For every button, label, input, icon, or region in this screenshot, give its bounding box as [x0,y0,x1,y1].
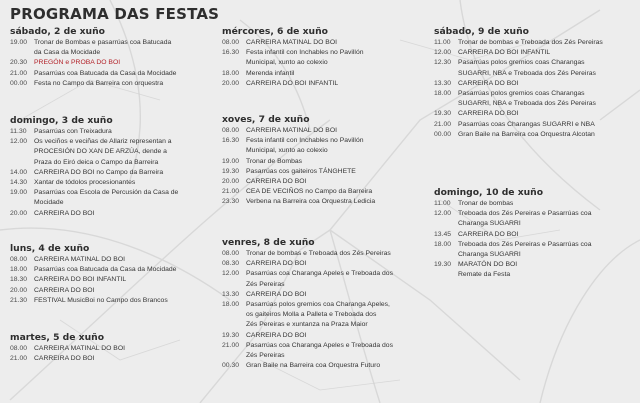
event-description [34,58,120,68]
event-row [222,269,393,289]
event-description [34,188,178,208]
event-row [222,79,364,89]
event-row [434,48,603,58]
event-row [10,188,178,208]
event-line: CARREIRA DO BOI no Campo da Barreira [34,168,164,176]
event-line: Charanga SUGARRI [458,251,521,259]
event-time: 20.00 [10,286,28,294]
event-row [434,209,592,229]
event-description [458,38,603,48]
event-row [10,344,125,354]
event-row [434,79,603,89]
event-line: PREGÓN e PROBA DO BOI [34,59,121,67]
event-line: Charanga SUGARRI [458,220,521,228]
event-row [434,230,592,240]
event-description [458,209,592,229]
event-time: 19.00 [10,39,28,46]
event-row [222,177,375,187]
event-row [434,260,592,270]
event-description [458,240,592,260]
event-line: CARREIRA DO BOI [246,331,307,339]
event-description [246,157,302,167]
event-description [246,341,393,361]
event-description [458,260,517,270]
event-time: 08.00 [10,345,28,352]
event-row [222,249,393,259]
event-description [458,199,513,209]
event-row [10,69,176,79]
event-line: FESTIVAL MusicBoi no Campo dos Brancos [34,296,168,304]
event-description [34,79,163,89]
event-time: 14.00 [10,168,28,176]
event-row [222,361,393,371]
event-time: 19.30 [434,110,452,118]
event-description [34,286,94,296]
event-description [246,290,306,300]
event-line: Festa infantil con Inchables no Pavillón [246,49,364,57]
event-time: 21.00 [10,69,28,77]
event-description [246,48,364,68]
event-row [222,259,393,269]
event-row [10,137,178,168]
day-heading: mércores, 6 de xuño [222,26,328,37]
event-row [10,58,176,68]
event-line: MARATÓN DO BOI [458,261,518,269]
event-row [10,296,176,306]
event-time: 11.00 [434,200,451,207]
event-description [246,126,337,136]
event-row [222,167,375,177]
event-description [458,130,595,140]
event-line: Pasarrúas coa Batucada da Casa da Mocidade [34,266,177,274]
event-time: 20.00 [222,178,240,186]
event-line: CARREIRA MATINAL DO BOI [246,127,338,134]
event-line: Pasarrúas con Treixadura [34,128,112,135]
event-line: Pasarrúas coa Charanga Apeles e Treboada dos [246,270,393,278]
event-line: Gran Baile na Barreira coa Orquestra Alcotan [458,130,595,138]
event-line: SUGARRI, NBA e Treboada dos Zés Pereiras [458,100,596,108]
event-line: Merenda infantil [246,69,295,77]
event-row [222,300,393,331]
event-row [434,120,603,130]
event-time: 19.30 [434,261,452,269]
event-line: CARREIRA DO BOI [458,79,519,87]
event-description [246,187,372,197]
event-row [10,255,176,265]
event-line: Verbena na Barreira coa Orquestra Ledicia [246,198,376,206]
event-row [10,354,125,364]
event-description [458,109,518,119]
event-line: CARREIRA DO BOI [246,290,307,298]
event-description [34,265,176,275]
event-row [222,341,393,361]
event-row [10,275,176,285]
event-description [34,209,94,219]
day-block [10,332,125,364]
event-line: CEA DE VECIÑOS no Campo da Barreira [246,188,373,196]
day-heading: venres, 8 de xuño [222,237,315,248]
day-block [434,187,592,281]
event-line: Pasarrúas cos gaiteiros TÁNGHETE [246,167,356,175]
event-row [434,240,592,260]
event-row [10,209,178,219]
event-time: 20.30 [10,59,28,67]
event-time: 18.00 [222,69,240,77]
event-row [222,187,375,197]
event-description [34,344,125,354]
event-line: Zés Pereiras [246,280,285,288]
event-line: Os veciños e veciñas de Allariz representan a [34,138,172,146]
day-heading: luns, 4 de xuño [10,243,90,254]
event-description [458,79,518,89]
event-time: 00.30 [222,362,240,370]
event-description [246,79,338,89]
event-row [434,38,603,48]
event-row [10,79,176,89]
event-time: 11.30 [10,128,27,135]
event-time: 12.00 [10,138,28,146]
event-description [246,249,391,259]
day-heading: martes, 5 de xuño [10,332,105,343]
event-description [34,127,112,137]
event-line: CARREIRA DO BOI [246,178,307,186]
event-description [458,89,596,109]
event-time: 21.00 [222,188,240,196]
day-block [434,26,603,140]
event-line: Treboada dos Zés Pereiras e Pasarrúas coa [458,210,592,218]
event-line: CARREIRA MATINAL DO BOI [34,256,126,263]
event-description [246,259,306,269]
event-time: 19.30 [222,167,240,175]
event-description [246,331,306,341]
event-line: Festa infantil con Inchables no Pavillón [246,137,364,145]
event-row [10,38,176,58]
event-time: 23.30 [222,198,240,206]
event-line: Tronar de Bombas [246,157,303,165]
event-line: Praza do Eiró deica o Campo da Barreira [34,158,159,166]
event-time: 20.00 [222,79,240,87]
event-line: Mocidade [34,199,64,207]
event-time: 20.00 [10,209,28,217]
event-time: 21.00 [222,341,240,349]
event-row [434,270,592,280]
event-description [458,58,596,78]
event-line: CARREIRA DO BOI [34,355,95,363]
event-row [222,48,364,68]
event-description [246,197,375,207]
event-description [246,69,294,79]
event-line: CARREIRA DO BOI [458,110,519,118]
day-heading: sábado, 2 de xuño [10,26,105,37]
event-row [222,69,364,79]
event-time: 13.30 [222,290,240,298]
event-row [434,109,603,119]
event-description [458,48,550,58]
event-line: CARREIRA MATINAL DO BOI [246,39,338,46]
event-description [246,269,393,289]
event-line: Pasarrúas polos gremios coas Charangas [458,90,585,98]
event-time: 19.00 [222,157,240,165]
event-description [34,178,135,188]
event-line: CARREIRA MATINAL DO BOI [34,345,126,352]
event-row [222,136,375,156]
event-line: da Casa da Mocidade [34,49,101,57]
event-row [222,126,375,136]
event-line: Pasarrúas polos gremios coas Charangas [458,59,585,67]
event-line: Tronar de bombas e Treboada dos Zés Pereiras [246,250,391,257]
event-row [222,331,393,341]
event-time: 08.30 [222,260,240,268]
event-time: 18.00 [434,90,452,98]
event-description [34,255,125,265]
day-block [10,26,176,89]
event-time: 18.00 [10,266,28,274]
event-line: Pasarrúas polos gremios coa Charanga Apeles, [246,301,390,309]
event-time: 08.00 [222,39,240,46]
event-time: 18.00 [434,240,452,248]
event-description [34,38,171,58]
event-description [34,69,176,79]
event-description [246,136,364,156]
event-description [246,38,337,48]
event-row [10,127,178,137]
event-line: Zés Pereiras e xuntanza na Praza Maior [246,321,368,329]
day-block [10,115,178,219]
event-row [10,178,178,188]
event-line: CARREIRA DO BOI [246,260,307,268]
event-time: 16.30 [222,137,240,145]
event-row [222,157,375,167]
event-row [434,58,603,78]
event-time: 00.00 [10,79,28,87]
event-description [458,230,518,240]
day-block [222,237,393,371]
event-line: Tronar de Bombas e pasarrúas coa Batucada [34,39,172,46]
event-row [222,290,393,300]
event-row [10,168,178,178]
event-time: 08.00 [222,250,240,257]
event-time: 12.30 [434,59,452,67]
event-line: PROCESIÓN DO XAN DE ARZÚA, dende a [34,148,167,156]
event-description [246,177,306,187]
event-time: 14.30 [10,179,28,187]
day-block [10,243,176,306]
event-row [222,197,375,207]
event-line: Municipal, xunto ao colexio [246,59,328,67]
event-time: 18.00 [222,301,240,309]
day-block [222,26,364,89]
event-line: CARREIRA DO BOI INFANTIL [246,79,339,87]
event-description [34,296,168,306]
event-line: Pasarrúas coa Escola de Percusión da Casa de [34,189,179,197]
event-description [246,167,356,177]
event-line: Tronar de bombas [458,200,514,207]
event-time: 08.00 [222,127,240,134]
event-time: 16.30 [222,49,240,57]
event-row [434,130,603,140]
event-description [458,270,510,280]
event-time: 11.00 [434,39,451,46]
event-row [10,265,176,275]
event-line: Pasarrúas coa Charanga Apeles e Treboada dos [246,341,393,349]
day-heading: xoves, 7 de xuño [222,114,310,125]
event-line: SUGARRI, NBA e Treboada dos Zés Pereiras [458,69,596,77]
event-line: Municipal, xunto ao colexio [246,147,328,155]
page-title: PROGRAMA DAS FESTAS [10,5,220,23]
event-time: 00.00 [434,130,452,138]
event-row [434,89,603,109]
event-time: 12.00 [222,270,240,278]
event-line: Tronar de bombas e Treboada dos Zés Pereiras [458,39,603,46]
event-time: 21.00 [434,120,452,128]
event-line: CARREIRA DO BOI [34,286,95,294]
day-heading: domingo, 10 de xuño [434,187,544,198]
event-description [246,300,390,331]
event-description [34,354,94,364]
event-line: Treboada dos Zés Pereiras e Pasarrúas coa [458,240,592,248]
event-line: Pasarrúas coas Charangas SUGARRI e NBA [458,120,595,128]
day-heading: sábado, 9 de xuño [434,26,529,37]
event-time: 13.30 [434,79,452,87]
event-time: 19.30 [222,331,240,339]
event-time: 18.30 [10,276,28,284]
event-time: 13.45 [434,230,452,238]
event-time: 21.30 [10,296,28,304]
event-line: Zés Pereiras [246,352,285,360]
event-line: CARREIRA DO BOI INFANTIL [458,49,551,57]
event-row [434,199,592,209]
event-time: 19.00 [10,189,28,197]
day-block [222,114,375,208]
event-description [34,275,126,285]
event-line: Remate da Festa [458,271,511,279]
event-line: Xantar de tódolos procesionantes [34,179,136,187]
event-time: 12.00 [434,210,452,218]
event-description [34,168,163,178]
event-line: CARREIRA DO BOI INFANTIL [34,276,127,284]
event-description [34,137,172,168]
day-heading: domingo, 3 de xuño [10,115,113,126]
event-row [222,38,364,48]
event-time: 08.00 [10,256,28,263]
event-line: CARREIRA DO BOI [34,209,95,217]
event-description [246,361,380,371]
event-line: Gran Baile na Barreira coa Orquestra Futuro [246,362,381,370]
event-time: 21.00 [10,355,28,363]
event-row [10,286,176,296]
event-line: Festa no Campo da Barreira con orquestra [34,79,164,87]
event-description [458,120,595,130]
event-line: os gaiteiros Molla a Palleta e Treboada dos [246,311,377,319]
event-time: 12.00 [434,49,452,57]
event-line: CARREIRA DO BOI [458,230,519,238]
event-line: Pasarrúas coa Batucada da Casa da Mocidade [34,69,177,77]
